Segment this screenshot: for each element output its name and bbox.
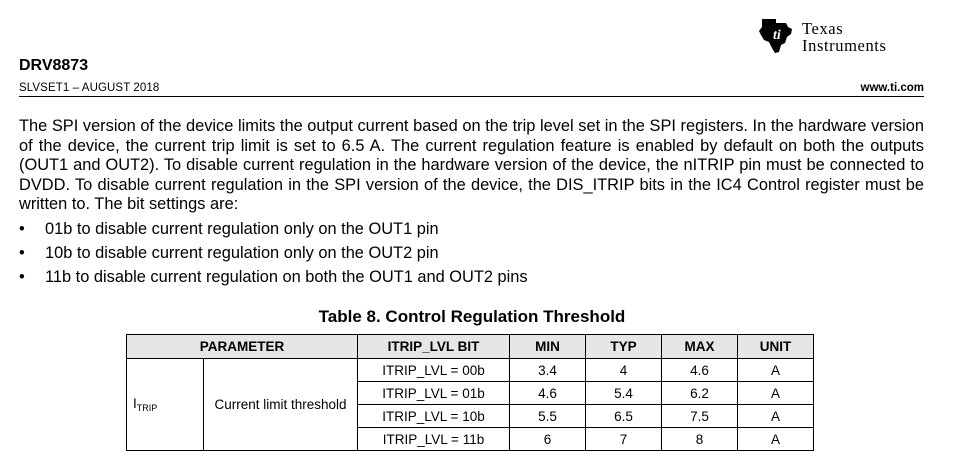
- table-header-row: [127, 335, 814, 359]
- cell-bit: ITRIP_LVL = 01b: [358, 382, 510, 405]
- svg-text:ti: ti: [773, 28, 781, 43]
- header-typ: TYP: [586, 335, 662, 359]
- table-row: [127, 359, 814, 382]
- list-item: [19, 244, 528, 268]
- bullet-marker: •: [19, 220, 25, 238]
- parameter-symbol: [127, 359, 204, 451]
- cell-unit: A: [738, 405, 814, 428]
- cell-unit: A: [738, 428, 814, 451]
- symbol-main: I: [133, 396, 137, 411]
- cell-min: 4.6: [510, 382, 586, 405]
- bullet-list: [19, 220, 528, 292]
- list-item-text: 11b to disable current regulation on both the OUT1 and OUT2 pins: [45, 268, 528, 286]
- parameter-description: Current limit threshold: [204, 359, 358, 451]
- list-item-text: 01b to disable current regulation only on the OUT1 pin: [45, 220, 439, 238]
- header-min: MIN: [510, 335, 586, 359]
- cell-typ: 4: [586, 359, 662, 382]
- cell-unit: A: [738, 382, 814, 405]
- symbol-subscript: TRIP: [136, 403, 158, 413]
- texas-state-logo-icon: [758, 17, 794, 55]
- ti-logo: [758, 17, 928, 57]
- cell-typ: 5.4: [586, 382, 662, 405]
- list-item: [19, 268, 528, 292]
- cell-max: 4.6: [662, 359, 738, 382]
- document-subtitle: SLVSET1 – AUGUST 2018: [19, 82, 160, 94]
- table-caption: Table 8. Control Regulation Threshold: [318, 307, 626, 326]
- header-max: MAX: [662, 335, 738, 359]
- header-itrip-bit: ITRIP_LVL BIT: [358, 335, 510, 359]
- bullet-marker: •: [19, 268, 25, 286]
- logo-line-1: Texas: [802, 19, 844, 38]
- cell-bit: ITRIP_LVL = 11b: [358, 428, 510, 451]
- cell-typ: 7: [586, 428, 662, 451]
- bullet-marker: •: [19, 244, 25, 262]
- body-paragraph: The SPI version of the device limits the output current based on the trip level set in the SPI registers. In the hardware version of the device, the current trip limit is set to 6.5 A. The current regulation feature is enabled by default on both the outputs (OUT1 and OUT2). To disable current regulation in the hardware version of the device, the nITRIP pin must be connected to DVDD. To disable current regulation in the SPI version of the device, the DIS_ITRIP bits in the IC4 Control register must be written to. The bit settings are:: [19, 117, 924, 214]
- cell-unit: A: [738, 359, 814, 382]
- cell-bit: ITRIP_LVL = 00b: [358, 359, 510, 382]
- list-item-text: 10b to disable current regulation only on the OUT2 pin: [45, 244, 439, 262]
- threshold-table: [126, 334, 814, 451]
- logo-line-2: Instruments: [802, 36, 887, 55]
- cell-min: 5.5: [510, 405, 586, 428]
- cell-typ: 6.5: [586, 405, 662, 428]
- cell-min: 6: [510, 428, 586, 451]
- list-item: [19, 220, 528, 244]
- header-unit: UNIT: [738, 335, 814, 359]
- cell-min: 3.4: [510, 359, 586, 382]
- website-link[interactable]: www.ti.com: [860, 82, 924, 94]
- cell-max: 8: [662, 428, 738, 451]
- logo-wordmark: [802, 21, 887, 54]
- header-parameter: PARAMETER: [127, 335, 358, 359]
- header-divider: [19, 96, 924, 97]
- cell-bit: ITRIP_LVL = 10b: [358, 405, 510, 428]
- document-title: DRV8873: [19, 57, 89, 74]
- cell-max: 7.5: [662, 405, 738, 428]
- cell-max: 6.2: [662, 382, 738, 405]
